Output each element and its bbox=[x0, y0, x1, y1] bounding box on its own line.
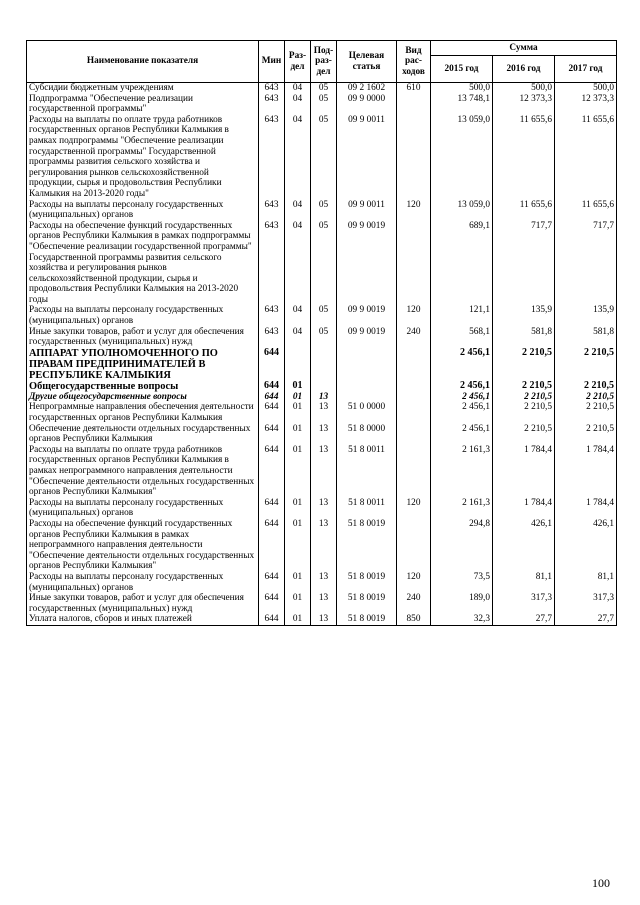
row-vid bbox=[397, 445, 431, 498]
row-podrazdel: 13 bbox=[311, 424, 337, 445]
row-vid: 120 bbox=[397, 498, 431, 519]
row-2016: 2 210,5 bbox=[493, 348, 555, 381]
table-row bbox=[27, 305, 617, 326]
row-min: 644 bbox=[259, 498, 285, 519]
row-name: Иные закупки товаров, работ и услуг для обеспечения государственных (муниципальных) нужд bbox=[27, 593, 259, 614]
row-target: 51 8 0019 bbox=[337, 593, 397, 614]
row-target bbox=[337, 381, 397, 392]
row-target: 51 8 0019 bbox=[337, 614, 397, 625]
row-target: 09 2 1602 bbox=[337, 83, 397, 94]
row-podrazdel: 13 bbox=[311, 402, 337, 423]
row-2015: 121,1 bbox=[431, 305, 493, 326]
row-2015: 2 456,1 bbox=[431, 402, 493, 423]
row-vid bbox=[397, 519, 431, 572]
row-min: 644 bbox=[259, 392, 285, 403]
row-2016: 717,7 bbox=[493, 221, 555, 306]
page-number: 100 bbox=[592, 876, 610, 890]
row-min: 644 bbox=[259, 402, 285, 423]
row-min: 644 bbox=[259, 424, 285, 445]
row-2015: 13 059,0 bbox=[431, 200, 493, 221]
row-2016: 2 210,5 bbox=[493, 402, 555, 423]
row-min: 644 bbox=[259, 519, 285, 572]
header-razdel: Раз- дел bbox=[285, 41, 311, 83]
row-2015: 294,8 bbox=[431, 519, 493, 572]
row-2016: 81,1 bbox=[493, 572, 555, 593]
row-2015: 2 456,1 bbox=[431, 424, 493, 445]
row-name: Расходы на выплаты персоналу государственных (муниципальных) органов bbox=[27, 200, 259, 221]
row-razdel: 01 bbox=[285, 593, 311, 614]
table-header bbox=[27, 41, 617, 83]
table-row bbox=[27, 221, 617, 306]
row-min: 644 bbox=[259, 445, 285, 498]
header-name: Наименование показателя bbox=[27, 41, 259, 83]
row-2017: 2 210,5 bbox=[555, 392, 617, 403]
row-vid: 120 bbox=[397, 572, 431, 593]
row-2015: 32,3 bbox=[431, 614, 493, 625]
row-2016: 1 784,4 bbox=[493, 498, 555, 519]
row-podrazdel: 13 bbox=[311, 614, 337, 625]
budget-page bbox=[26, 40, 616, 626]
row-name: Обеспечение деятельности отдельных государственных органов Республики Калмыкия bbox=[27, 424, 259, 445]
row-name: Иные закупки товаров, работ и услуг для обеспечения государственных (муниципальных) нужд bbox=[27, 327, 259, 348]
table-row bbox=[27, 519, 617, 572]
row-2017: 500,0 bbox=[555, 83, 617, 94]
row-2015: 73,5 bbox=[431, 572, 493, 593]
row-razdel: 04 bbox=[285, 327, 311, 348]
row-target: 51 8 0011 bbox=[337, 445, 397, 498]
row-2017: 1 784,4 bbox=[555, 498, 617, 519]
table-row bbox=[27, 572, 617, 593]
row-name: Расходы на выплаты персоналу государственных (муниципальных) органов bbox=[27, 498, 259, 519]
budget-table bbox=[26, 40, 617, 626]
row-min: 643 bbox=[259, 327, 285, 348]
table-row bbox=[27, 402, 617, 423]
row-min: 643 bbox=[259, 221, 285, 306]
row-vid bbox=[397, 381, 431, 392]
row-podrazdel: 13 bbox=[311, 498, 337, 519]
row-min: 644 bbox=[259, 572, 285, 593]
row-2016: 2 210,5 bbox=[493, 381, 555, 392]
row-target bbox=[337, 348, 397, 381]
row-2016: 581,8 bbox=[493, 327, 555, 348]
table-row bbox=[27, 115, 617, 200]
row-podrazdel: 05 bbox=[311, 221, 337, 306]
row-min: 644 bbox=[259, 381, 285, 392]
row-2017: 11 655,6 bbox=[555, 115, 617, 200]
row-2017: 717,7 bbox=[555, 221, 617, 306]
row-vid bbox=[397, 221, 431, 306]
row-razdel: 01 bbox=[285, 572, 311, 593]
row-2015: 2 456,1 bbox=[431, 392, 493, 403]
row-name: Расходы на выплаты персоналу государственных (муниципальных) органов bbox=[27, 305, 259, 326]
row-razdel: 04 bbox=[285, 200, 311, 221]
row-2015: 13 748,1 bbox=[431, 94, 493, 115]
row-podrazdel: 05 bbox=[311, 115, 337, 200]
row-vid bbox=[397, 424, 431, 445]
row-name: Расходы на выплаты по оплате труда работников государственных органов Республики Калмыкия в рамках подпрограммы "Обеспечение реализации государственной программы" Государственной программы развития сельского хозяйства и регулирования рынков сельскохозяйственной продукции, сырья и продовольствия Республики Калмыкия на 2013-2020 годы" bbox=[27, 115, 259, 200]
row-podrazdel bbox=[311, 381, 337, 392]
row-2016: 500,0 bbox=[493, 83, 555, 94]
table-row bbox=[27, 614, 617, 625]
row-name: Расходы на выплаты по оплате труда работников государственных органов Республики Калмыкия в рамках непрограммного направления деятельности "Обеспечение деятельности отдельных государственных органов Республики Калмыкия" bbox=[27, 445, 259, 498]
row-razdel: 01 bbox=[285, 424, 311, 445]
row-podrazdel: 13 bbox=[311, 593, 337, 614]
row-podrazdel: 05 bbox=[311, 305, 337, 326]
header-sum: Сумма bbox=[431, 41, 617, 56]
row-2015: 2 456,1 bbox=[431, 348, 493, 381]
row-min: 643 bbox=[259, 200, 285, 221]
row-2017: 581,8 bbox=[555, 327, 617, 348]
header-vid: Вид рас- ходов bbox=[397, 41, 431, 83]
row-2015: 2 161,3 bbox=[431, 498, 493, 519]
row-target: 09 9 0000 bbox=[337, 94, 397, 115]
row-2017: 12 373,3 bbox=[555, 94, 617, 115]
row-target bbox=[337, 392, 397, 403]
row-2017: 426,1 bbox=[555, 519, 617, 572]
row-podrazdel: 13 bbox=[311, 519, 337, 572]
row-target: 09 9 0011 bbox=[337, 200, 397, 221]
row-vid bbox=[397, 115, 431, 200]
row-target: 51 8 0000 bbox=[337, 424, 397, 445]
row-target: 51 8 0019 bbox=[337, 572, 397, 593]
row-name: Расходы на обеспечение функций государственных органов Республики Калмыкия в рамках подпрограммы "Обеспечение реализации государственной программы" Государственной программы развития сельского хозяйства и регулирования рынков сельскохозяйственной продукции, сырья и продовольствия Республики Калмыкия на 2013-2020 годы bbox=[27, 221, 259, 306]
row-name: Расходы на выплаты персоналу государственных (муниципальных) органов bbox=[27, 572, 259, 593]
row-2016: 11 655,6 bbox=[493, 200, 555, 221]
row-vid bbox=[397, 392, 431, 403]
row-razdel bbox=[285, 348, 311, 381]
row-razdel: 01 bbox=[285, 498, 311, 519]
row-razdel: 01 bbox=[285, 402, 311, 423]
row-min: 644 bbox=[259, 348, 285, 381]
row-vid: 240 bbox=[397, 327, 431, 348]
row-target: 09 9 0019 bbox=[337, 305, 397, 326]
row-min: 644 bbox=[259, 614, 285, 625]
row-razdel: 04 bbox=[285, 115, 311, 200]
row-2017: 2 210,5 bbox=[555, 424, 617, 445]
row-podrazdel: 13 bbox=[311, 392, 337, 403]
row-2016: 1 784,4 bbox=[493, 445, 555, 498]
row-2017: 27,7 bbox=[555, 614, 617, 625]
row-podrazdel: 05 bbox=[311, 83, 337, 94]
row-name: АППАРАТ УПОЛНОМОЧЕННОГО ПО ПРАВАМ ПРЕДПРИНИМАТЕЛЕЙ В РЕСПУБЛИКЕ КАЛМЫКИЯ bbox=[27, 348, 259, 381]
row-2016: 2 210,5 bbox=[493, 424, 555, 445]
row-name: Уплата налогов, сборов и иных платежей bbox=[27, 614, 259, 625]
table-body bbox=[27, 83, 617, 626]
table-row bbox=[27, 327, 617, 348]
row-podrazdel: 05 bbox=[311, 200, 337, 221]
row-razdel: 01 bbox=[285, 445, 311, 498]
row-razdel: 04 bbox=[285, 83, 311, 94]
table-row bbox=[27, 381, 617, 392]
row-2016: 426,1 bbox=[493, 519, 555, 572]
row-podrazdel: 05 bbox=[311, 327, 337, 348]
row-2016: 27,7 bbox=[493, 614, 555, 625]
row-name: Другие общегосударственные вопросы bbox=[27, 392, 259, 403]
row-name: Подпрограмма "Обеспечение реализации государственной программы" bbox=[27, 94, 259, 115]
table-row bbox=[27, 424, 617, 445]
row-2017: 11 655,6 bbox=[555, 200, 617, 221]
row-2015: 500,0 bbox=[431, 83, 493, 94]
row-vid: 850 bbox=[397, 614, 431, 625]
row-vid bbox=[397, 402, 431, 423]
row-vid bbox=[397, 94, 431, 115]
row-min: 644 bbox=[259, 593, 285, 614]
header-2017: 2017 год bbox=[555, 56, 617, 83]
row-2015: 568,1 bbox=[431, 327, 493, 348]
row-target: 51 0 0000 bbox=[337, 402, 397, 423]
row-razdel: 01 bbox=[285, 381, 311, 392]
table-row bbox=[27, 392, 617, 403]
row-razdel: 01 bbox=[285, 392, 311, 403]
row-razdel: 01 bbox=[285, 614, 311, 625]
row-2016: 135,9 bbox=[493, 305, 555, 326]
row-name: Общегосударственные вопросы bbox=[27, 381, 259, 392]
row-min: 643 bbox=[259, 305, 285, 326]
row-podrazdel: 13 bbox=[311, 572, 337, 593]
row-podrazdel: 05 bbox=[311, 94, 337, 115]
row-target: 51 8 0011 bbox=[337, 498, 397, 519]
row-2017: 2 210,5 bbox=[555, 381, 617, 392]
row-2017: 1 784,4 bbox=[555, 445, 617, 498]
row-2017: 2 210,5 bbox=[555, 402, 617, 423]
row-2015: 2 161,3 bbox=[431, 445, 493, 498]
table-row bbox=[27, 83, 617, 94]
table-row bbox=[27, 498, 617, 519]
row-2017: 135,9 bbox=[555, 305, 617, 326]
row-vid: 120 bbox=[397, 200, 431, 221]
row-vid bbox=[397, 348, 431, 381]
row-min: 643 bbox=[259, 94, 285, 115]
row-razdel: 01 bbox=[285, 519, 311, 572]
table-row bbox=[27, 445, 617, 498]
table-row bbox=[27, 94, 617, 115]
row-razdel: 04 bbox=[285, 305, 311, 326]
header-podrazdel: Под- раз- дел bbox=[311, 41, 337, 83]
row-2016: 2 210,5 bbox=[493, 392, 555, 403]
header-target: Целевая статья bbox=[337, 41, 397, 83]
row-min: 643 bbox=[259, 83, 285, 94]
header-2016: 2016 год bbox=[493, 56, 555, 83]
row-target: 09 9 0011 bbox=[337, 115, 397, 200]
table-row bbox=[27, 593, 617, 614]
row-razdel: 04 bbox=[285, 94, 311, 115]
row-vid: 120 bbox=[397, 305, 431, 326]
row-2015: 13 059,0 bbox=[431, 115, 493, 200]
row-2016: 12 373,3 bbox=[493, 94, 555, 115]
row-2016: 317,3 bbox=[493, 593, 555, 614]
row-2015: 2 456,1 bbox=[431, 381, 493, 392]
row-name: Расходы на обеспечение функций государственных органов Республики Калмыкия в рамках непрограммного направления деятельности "Обеспечение деятельности отдельных государственных органов Республики Калмыкия" bbox=[27, 519, 259, 572]
row-razdel: 04 bbox=[285, 221, 311, 306]
row-podrazdel: 13 bbox=[311, 445, 337, 498]
row-2015: 189,0 bbox=[431, 593, 493, 614]
row-target: 51 8 0019 bbox=[337, 519, 397, 572]
row-target: 09 9 0019 bbox=[337, 327, 397, 348]
row-vid: 610 bbox=[397, 83, 431, 94]
row-name: Непрограммные направления обеспечения деятельности государственных органов Республики Калмыкия bbox=[27, 402, 259, 423]
row-name: Субсидии бюджетным учреждениям bbox=[27, 83, 259, 94]
row-2017: 317,3 bbox=[555, 593, 617, 614]
row-2015: 689,1 bbox=[431, 221, 493, 306]
table-row bbox=[27, 200, 617, 221]
table-row bbox=[27, 348, 617, 381]
header-2015: 2015 год bbox=[431, 56, 493, 83]
row-2016: 11 655,6 bbox=[493, 115, 555, 200]
row-2017: 81,1 bbox=[555, 572, 617, 593]
row-min: 643 bbox=[259, 115, 285, 200]
row-2017: 2 210,5 bbox=[555, 348, 617, 381]
header-min: Мин bbox=[259, 41, 285, 83]
row-podrazdel bbox=[311, 348, 337, 381]
row-target: 09 9 0019 bbox=[337, 221, 397, 306]
row-vid: 240 bbox=[397, 593, 431, 614]
